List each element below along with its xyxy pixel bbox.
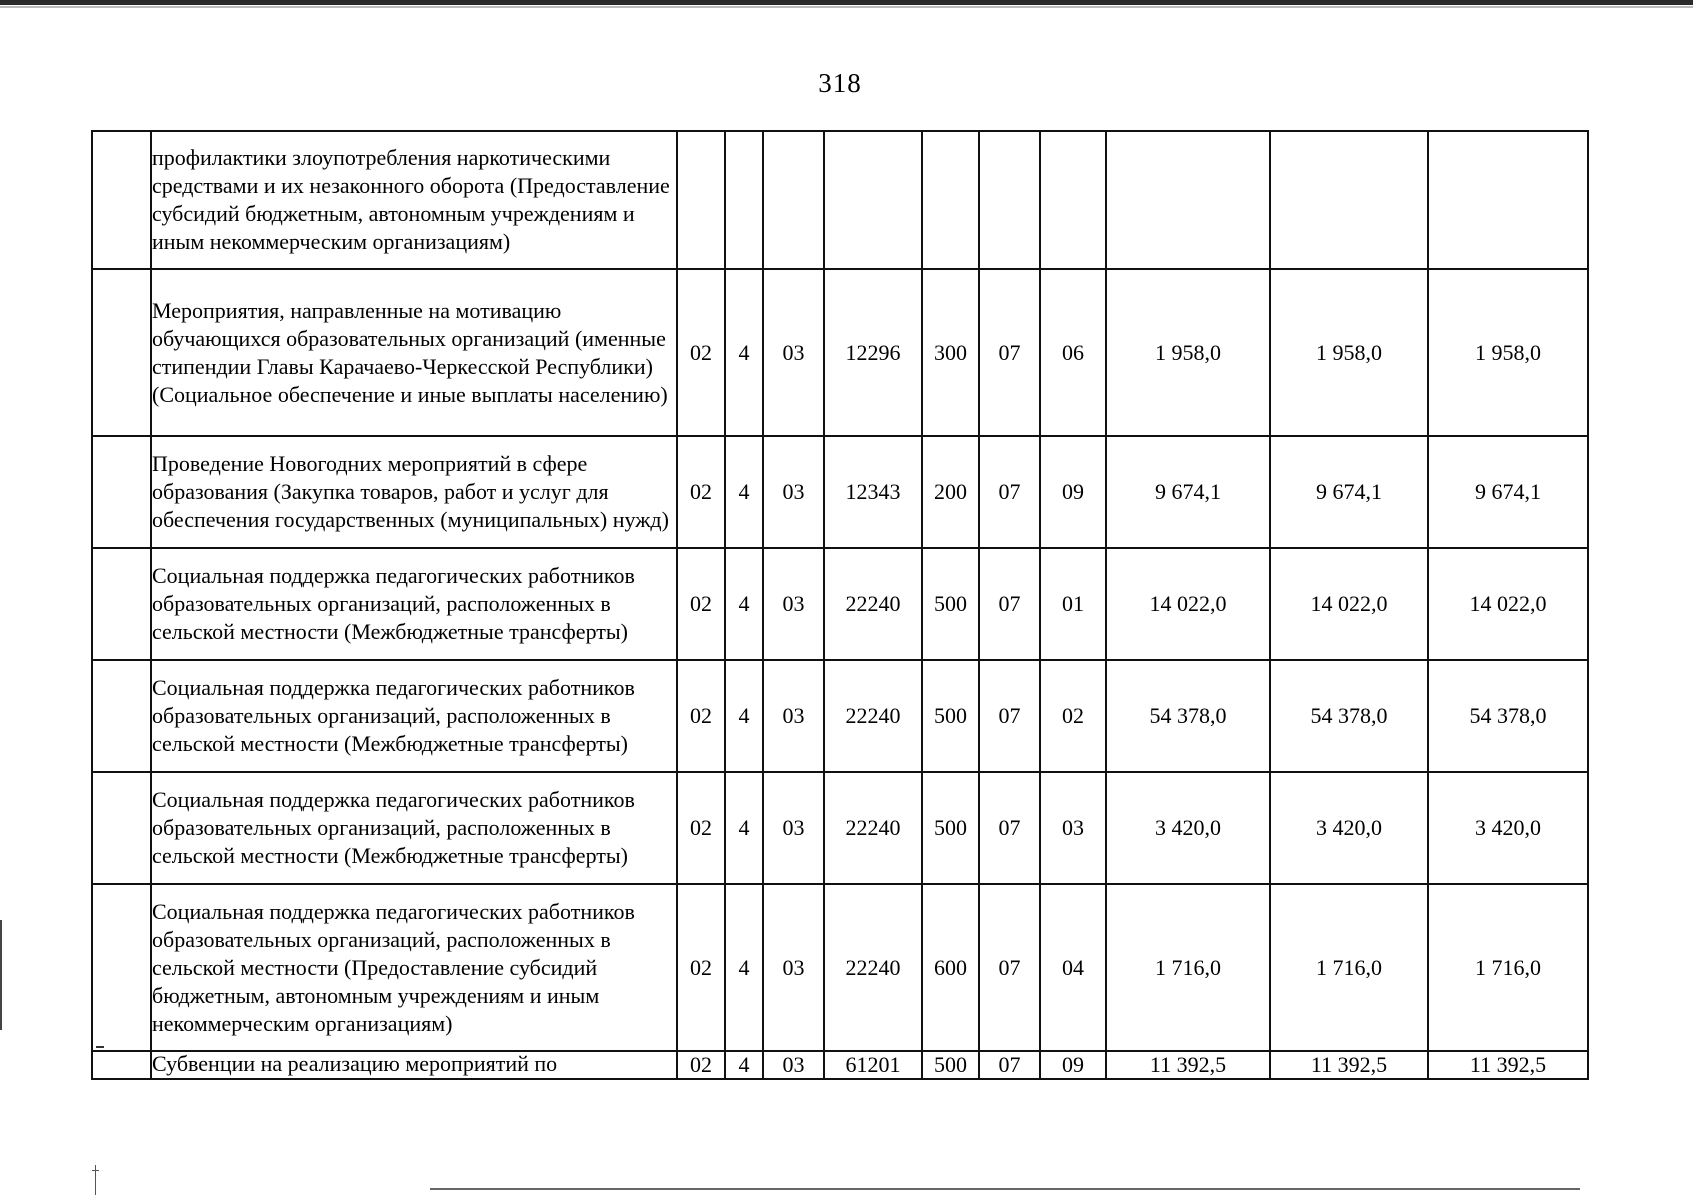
amount-year3-cell: 54 378,0 xyxy=(1428,660,1588,772)
expense-type-cell: 500 xyxy=(922,1051,979,1079)
pp-code-cell: 4 xyxy=(725,884,763,1051)
scan-edge-bottom xyxy=(430,1188,1580,1190)
om-code-cell: 03 xyxy=(763,269,824,436)
pp-code-cell: 4 xyxy=(725,1051,763,1079)
row-number-cell xyxy=(92,660,151,772)
description-cell: Социальная поддержка педагогических работников образовательных организаций, расположенных в сельской местности (Предоставление субсидий бюджетным, автономным учреждениям и иным некоммерческим организациям) xyxy=(151,884,677,1051)
scan-edge-top-thin xyxy=(0,6,1693,8)
amount-year2-cell: 11 392,5 xyxy=(1270,1051,1428,1079)
description-cell: профилактики злоупотребления наркотическими средствами и их незаконного оборота (Предоставление субсидий бюджетным, автономным учреждениям и иным некоммерческим организациям) xyxy=(151,131,677,269)
om-code-cell: 03 xyxy=(763,772,824,884)
row-number-cell xyxy=(92,269,151,436)
amount-year2-cell: 1 958,0 xyxy=(1270,269,1428,436)
amount-year3-cell: 3 420,0 xyxy=(1428,772,1588,884)
section-cell: 07 xyxy=(979,1051,1040,1079)
amount-year1-cell xyxy=(1106,131,1270,269)
subsection-cell: 02 xyxy=(1040,660,1106,772)
gp-code-cell: 02 xyxy=(677,1051,725,1079)
expense-type-cell xyxy=(922,131,979,269)
amount-year1-cell: 11 392,5 xyxy=(1106,1051,1270,1079)
om-code-cell: 03 xyxy=(763,884,824,1051)
direction-code-cell: 22240 xyxy=(824,660,922,772)
amount-year1-cell: 9 674,1 xyxy=(1106,436,1270,548)
table-row xyxy=(92,436,1588,548)
section-cell: 07 xyxy=(979,548,1040,660)
amount-year1-cell: 14 022,0 xyxy=(1106,548,1270,660)
amount-year3-cell: 1 958,0 xyxy=(1428,269,1588,436)
description-cell: Социальная поддержка педагогических работников образовательных организаций, расположенных в сельской местности (Межбюджетные трансферты) xyxy=(151,548,677,660)
pp-code-cell: 4 xyxy=(725,269,763,436)
description-cell: Социальная поддержка педагогических работников образовательных организаций, расположенных в сельской местности (Межбюджетные трансферты) xyxy=(151,660,677,772)
scan-corner-mark xyxy=(92,1165,100,1195)
expense-type-cell: 500 xyxy=(922,548,979,660)
table-row xyxy=(92,269,1588,436)
table-row xyxy=(92,548,1588,660)
amount-year3-cell: 1 716,0 xyxy=(1428,884,1588,1051)
budget-table xyxy=(91,130,1589,1080)
gp-code-cell: 02 xyxy=(677,660,725,772)
amount-year3-cell: 9 674,1 xyxy=(1428,436,1588,548)
direction-code-cell: 12296 xyxy=(824,269,922,436)
row-number-cell xyxy=(92,436,151,548)
subsection-cell xyxy=(1040,131,1106,269)
direction-code-cell: 61201 xyxy=(824,1051,922,1079)
subsection-cell: 04 xyxy=(1040,884,1106,1051)
direction-code-cell: 22240 xyxy=(824,772,922,884)
expense-type-cell: 500 xyxy=(922,772,979,884)
section-cell: 07 xyxy=(979,269,1040,436)
amount-year2-cell: 14 022,0 xyxy=(1270,548,1428,660)
amount-year2-cell: 9 674,1 xyxy=(1270,436,1428,548)
amount-year1-cell: 1 716,0 xyxy=(1106,884,1270,1051)
gp-code-cell: 02 xyxy=(677,772,725,884)
section-cell: 07 xyxy=(979,772,1040,884)
gp-code-cell: 02 xyxy=(677,436,725,548)
om-code-cell: 03 xyxy=(763,436,824,548)
om-code-cell xyxy=(763,131,824,269)
page-number: 318 xyxy=(818,68,862,98)
direction-code-cell xyxy=(824,131,922,269)
gp-code-cell xyxy=(677,131,725,269)
amount-year2-cell: 54 378,0 xyxy=(1270,660,1428,772)
om-code-cell: 03 xyxy=(763,1051,824,1079)
pp-code-cell: 4 xyxy=(725,660,763,772)
amount-year1-cell: 1 958,0 xyxy=(1106,269,1270,436)
row-number-cell xyxy=(92,548,151,660)
table-row xyxy=(92,884,1588,1051)
subsection-cell: 09 xyxy=(1040,436,1106,548)
gp-code-cell: 02 xyxy=(677,269,725,436)
amount-year1-cell: 54 378,0 xyxy=(1106,660,1270,772)
table-row xyxy=(92,131,1588,269)
direction-code-cell: 12343 xyxy=(824,436,922,548)
description-cell: Проведение Новогодних мероприятий в сфере образования (Закупка товаров, работ и услуг для обеспечения государственных (муниципальных) нужд) xyxy=(151,436,677,548)
pp-code-cell: 4 xyxy=(725,436,763,548)
amount-year3-cell: 11 392,5 xyxy=(1428,1051,1588,1079)
table-row xyxy=(92,772,1588,884)
row-number-cell xyxy=(92,131,151,269)
scan-edge-left xyxy=(0,920,2,1030)
direction-code-cell: 22240 xyxy=(824,548,922,660)
table-row xyxy=(92,1051,1588,1079)
amount-year1-cell: 3 420,0 xyxy=(1106,772,1270,884)
row-number-cell xyxy=(92,884,151,1051)
expense-type-cell: 600 xyxy=(922,884,979,1051)
section-cell xyxy=(979,131,1040,269)
gp-code-cell: 02 xyxy=(677,884,725,1051)
section-cell: 07 xyxy=(979,436,1040,548)
direction-code-cell: 22240 xyxy=(824,884,922,1051)
expense-type-cell: 300 xyxy=(922,269,979,436)
description-cell: Мероприятия, направленные на мотивацию обучающихся образовательных организаций (именные стипендии Главы Карачаево-Черкесской Республики) (Социальное обеспечение и иные выплаты населению) xyxy=(151,269,677,436)
section-cell: 07 xyxy=(979,884,1040,1051)
amount-year3-cell xyxy=(1428,131,1588,269)
pp-code-cell: 4 xyxy=(725,772,763,884)
om-code-cell: 03 xyxy=(763,548,824,660)
section-cell: 07 xyxy=(979,660,1040,772)
description-cell: Социальная поддержка педагогических работников образовательных организаций, расположенных в сельской местности (Межбюджетные трансферты) xyxy=(151,772,677,884)
scan-edge-top xyxy=(0,0,1693,5)
subsection-cell: 09 xyxy=(1040,1051,1106,1079)
amount-year2-cell: 3 420,0 xyxy=(1270,772,1428,884)
expense-type-cell: 500 xyxy=(922,660,979,772)
pp-code-cell xyxy=(725,131,763,269)
table-row xyxy=(92,660,1588,772)
amount-year2-cell: 1 716,0 xyxy=(1270,884,1428,1051)
description-cell: Субвенции на реализацию мероприятий по xyxy=(151,1051,677,1079)
om-code-cell: 03 xyxy=(763,660,824,772)
row-number-cell xyxy=(92,1051,151,1079)
subsection-cell: 06 xyxy=(1040,269,1106,436)
amount-year2-cell xyxy=(1270,131,1428,269)
gp-code-cell: 02 xyxy=(677,548,725,660)
expense-type-cell: 200 xyxy=(922,436,979,548)
subsection-cell: 01 xyxy=(1040,548,1106,660)
amount-year3-cell: 14 022,0 xyxy=(1428,548,1588,660)
row-number-cell xyxy=(92,772,151,884)
subsection-cell: 03 xyxy=(1040,772,1106,884)
pp-code-cell: 4 xyxy=(725,548,763,660)
